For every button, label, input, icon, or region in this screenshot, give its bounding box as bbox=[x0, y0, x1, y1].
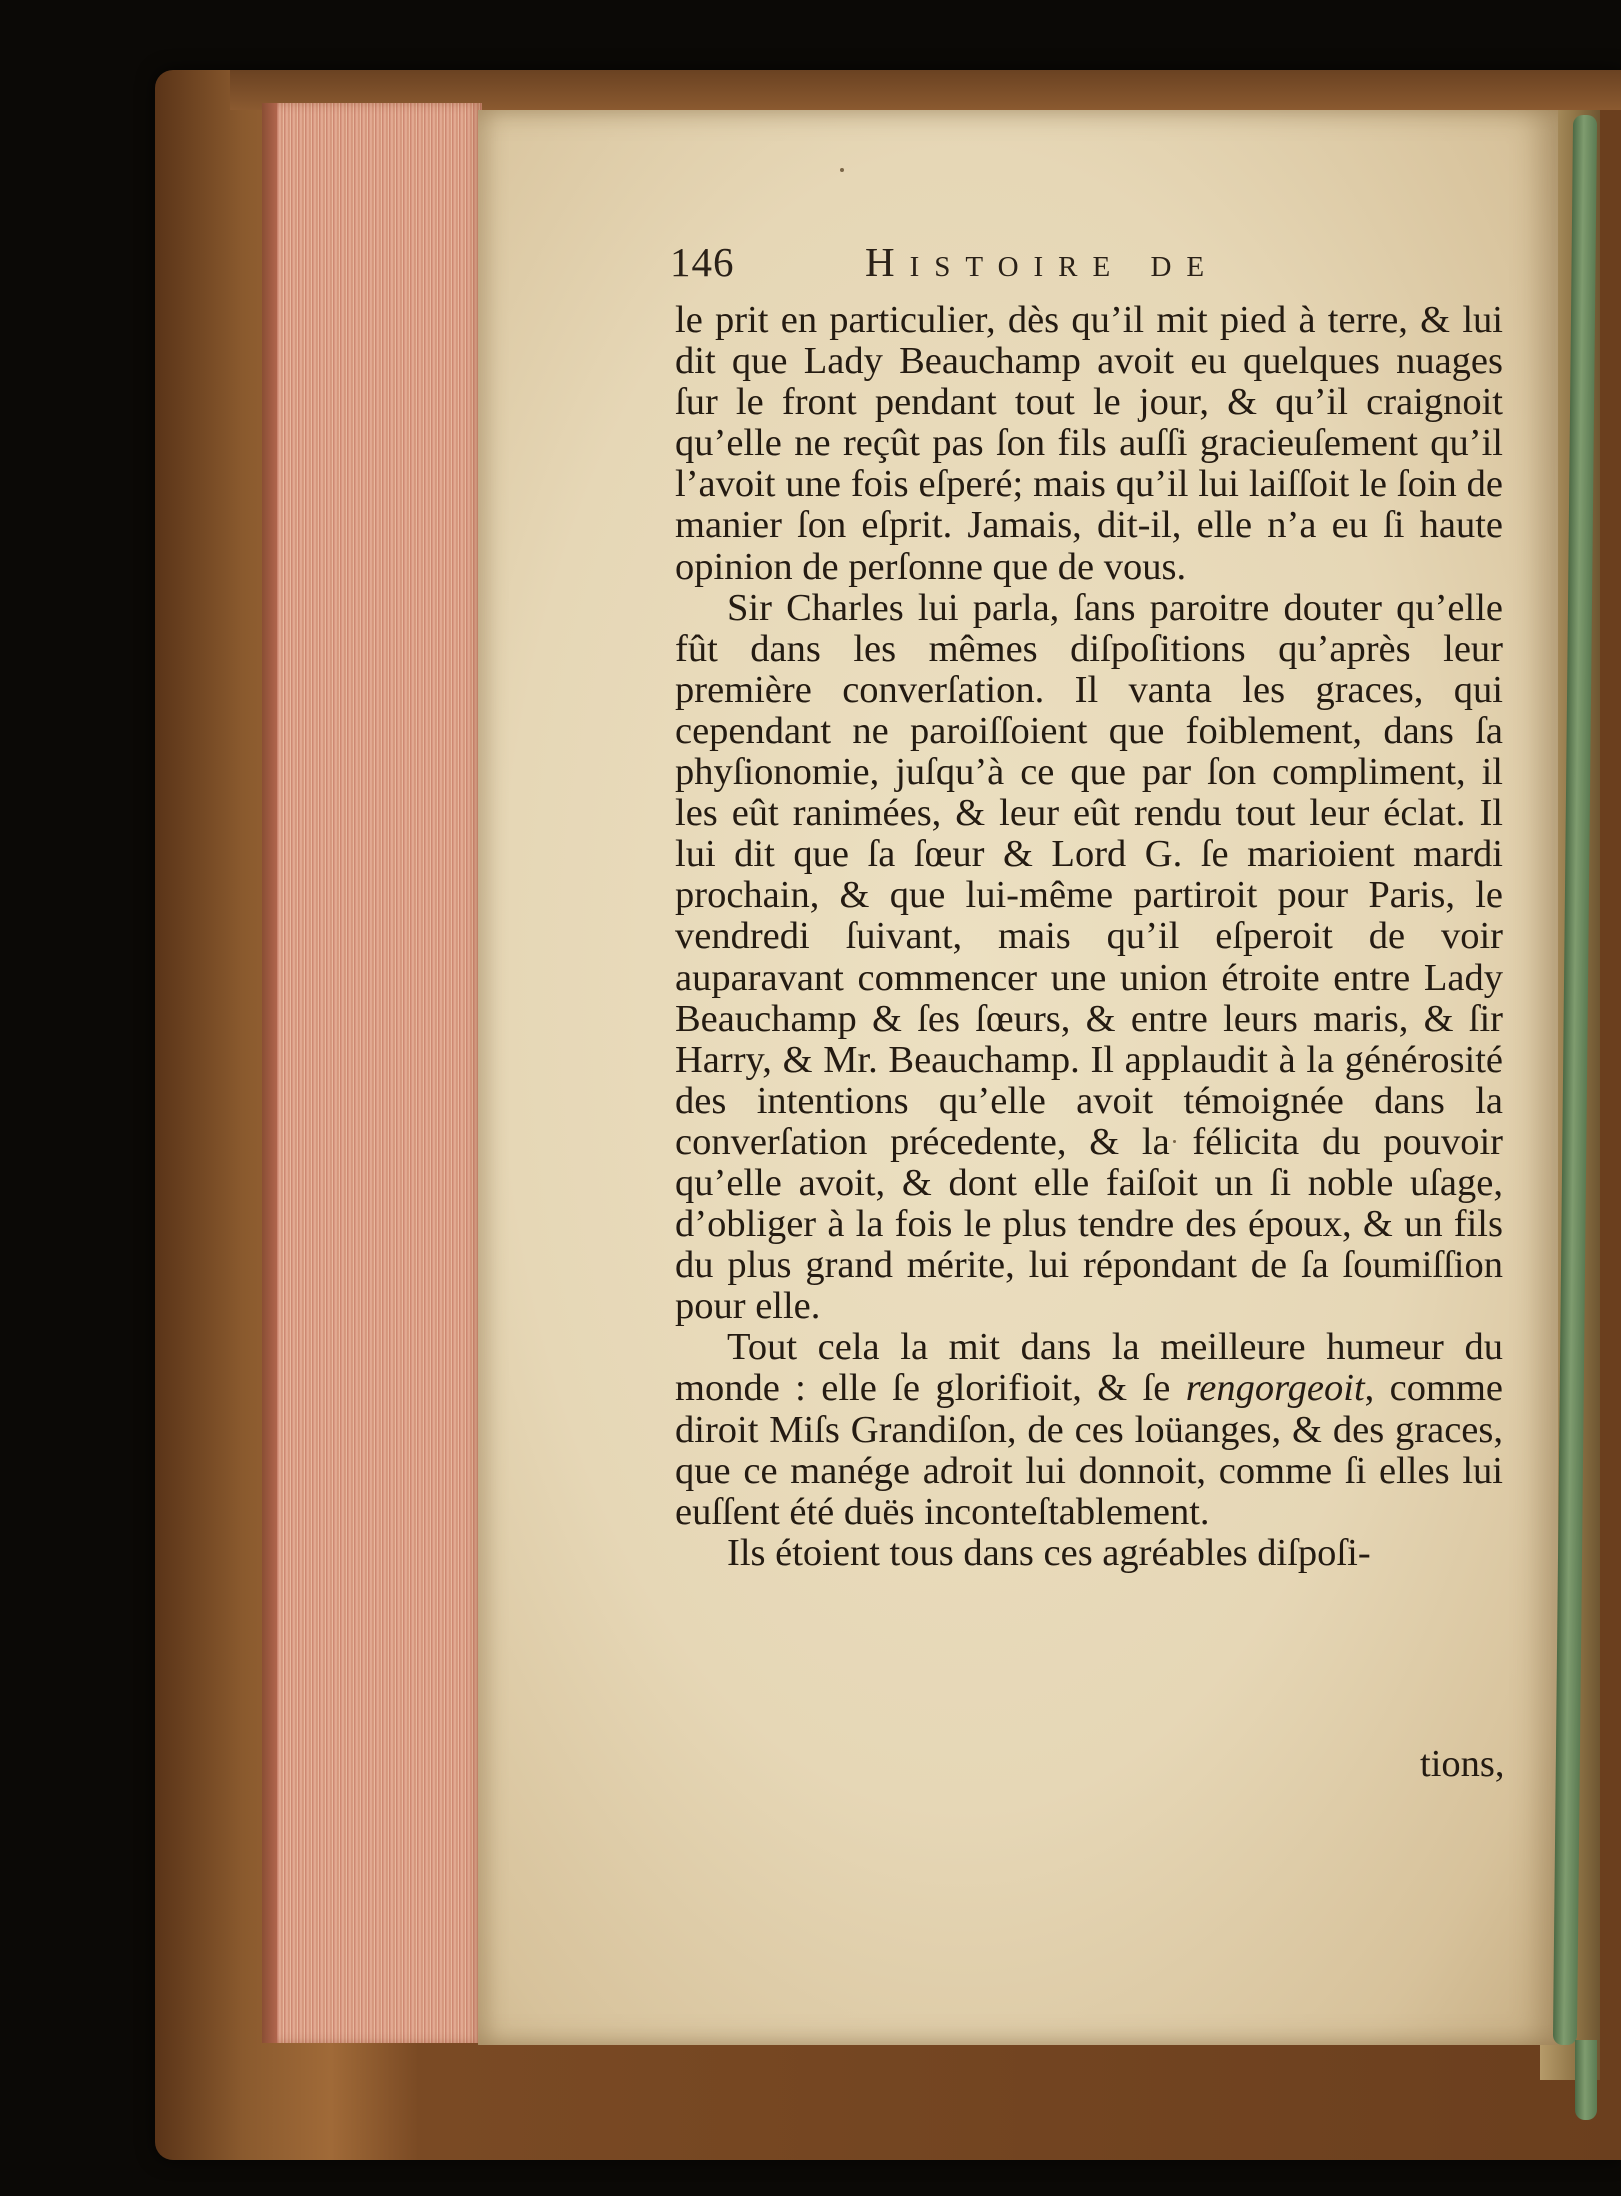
bookmark-ribbon-tail bbox=[1575, 2040, 1597, 2120]
paragraph-2: Sir Charles lui parla, ſans paroitre douter qu’elle fût dans les mêmes diſpoſitions qu’après leur première converſation. Il vanta les graces, qui cependant ne paroiſſoient que foiblement, dans ſa phyſionomie, juſqu’à ce que par ſon compliment, il les eût ranimées, & leur eût rendu tout leur éclat. Il lui dit que ſa ſœur & Lord G. ſe marioient mardi prochain, & que lui-même partiroit pour Paris, le vendredi ſuivant, mais qu’il eſperoit de voir auparavant commencer une union étroite entre Lady Beauchamp & ſes ſœurs, & entre leurs maris, & ſir Harry, & Mr. Beauchamp. Il applaudit à la générosité des intentions qu’elle avoit témoignée dans la converſation précedente, & la félicita du pouvoir qu’elle avoit, & dont elle faiſoit un ſi noble uſage, d’obliger à la fois le plus tendre des époux, & un fils du plus grand mérite, lui répondant de ſa ſoumiſſion pour elle. bbox=[675, 586, 1503, 1328]
page-edges bbox=[277, 103, 482, 2043]
paper-speck bbox=[840, 168, 844, 172]
page-number: 146 bbox=[670, 239, 735, 285]
paragraph-1: le prit en particulier, dès qu’il mit pied à terre, & lui dit que Lady Beauchamp avoit eu quelques nuages ſur le front pendant tout le jour, & qu’il craignoit qu’elle ne reçût pas ſon fils auſſi gracieuſement qu’il l’avoit une fois eſperé; mais qu’il lui laiſſoit le ſoin de manier ſon eſprit. Jamais, dit-il, elle n’a eu ſi haute opinion de perſonne que de vous. bbox=[675, 299, 1503, 588]
page-header bbox=[670, 238, 1520, 298]
body-text bbox=[675, 300, 1503, 1574]
catchword: tions, bbox=[1420, 1743, 1505, 1785]
paragraph-3-text: Tout cela la mit dans la meilleure humeur du monde : elle ſe glorifioit, & ſe bbox=[675, 1326, 1503, 1410]
italic-word: rengorgeoit bbox=[1185, 1367, 1365, 1410]
paragraph-4: Ils étoient tous dans ces agréables diſpoſi- bbox=[727, 1531, 1371, 1574]
running-head: Histoire de bbox=[865, 239, 1220, 285]
paragraph-3-text-end: , comme diroit Miſs Grandiſon, de ces loüanges, & des graces, que ce manége adroit lui donnoit, comme ſi elles lui euſſent été duës inconteſtablement. bbox=[675, 1367, 1503, 1533]
paragraph-3 bbox=[675, 1327, 1503, 1532]
